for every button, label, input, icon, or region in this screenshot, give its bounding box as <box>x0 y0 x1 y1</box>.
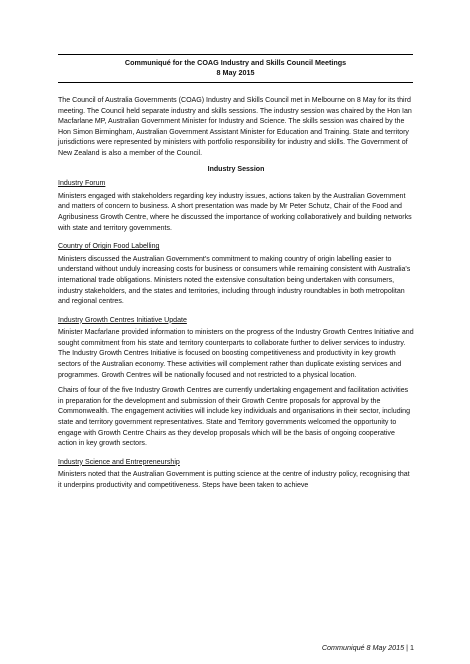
section-heading: Country of Origin Food Labelling <box>58 243 160 251</box>
section-heading: Industry Forum <box>58 180 106 188</box>
document-title: Communiqué for the COAG Industry and Skills Council Meetings <box>124 58 347 67</box>
footer-label: Communiqué 8 May 2015 <box>321 643 405 652</box>
section-paragraph: Ministers discussed the Australian Government's commitment to making country of origin labelling easier to understand without unduly increasing costs for business or consumers while remaining consistent with Australia's international trade obligations. Ministers noted the extensive consultation being undertaken with consumers, industry stakeholders, and the states and territories, including through industry roundtables in both metropolitan and regional centres. <box>58 255 411 306</box>
section-paragraph: Ministers engaged with stakeholders regarding key industry issues, actions taken by the Australian Government and matters of concern to business. A short presentation was made by Mr Peter Schutz, Chair of the Food and Agribusiness Growth Centre, where he discussed the importance of working collaboratively and building networks with state and territory governments. <box>58 192 412 232</box>
session-heading: Industry Session <box>207 165 265 173</box>
section-growth-centres <box>58 316 414 450</box>
section-heading: Industry Growth Centres Initiative Update <box>58 316 187 324</box>
section-paragraph: Chairs of four of the five Industry Growth Centres are currently undertaking engagement and facilitation activities in preparation for the development and submission of their Growth Centre proposals for approval by the Commonwealth. The engagement activities will include key individuals and organisations in their sector, including state and territory government representatives. State and Territory governments welcomed the opportunity to engage with Growth Centre Chairs as they develop proposals which will be the basis of ongoing cooperative action in key growth sectors. <box>58 387 411 448</box>
section-industry-forum <box>58 179 414 234</box>
document-body <box>58 96 414 500</box>
intro-paragraph: The Council of Australia Governments (COAG) Industry and Skills Council met in Melbourne on 8 May for its third meeting. The Council held separate industry and skills sessions. The industry session was chaired by the Hon Ian Macfarlane MP, Australian Government Minister for Industry and Science. The skills session was chaired by the Hon Simon Birmingham, Australian Government Assistant Minister for Education and Training. State and territory jurisdictions were represented by ministers with portfolio responsibility for industry and skills. The Government of New Zealand is also a member of the Council. <box>58 97 412 157</box>
section-country-of-origin <box>58 242 414 308</box>
document-date: 8 May 2015 <box>216 68 255 77</box>
section-heading: Industry Science and Entrepreneurship <box>58 458 180 466</box>
page-number: 1 <box>410 643 414 652</box>
section-paragraph: Minister Macfarlane provided information to ministers on the progress of the Industry Growth Centres Initiative and sought commitment from his state and territory counterparts to collaborate further to deliver services to industry. The Industry Growth Centres Initiative is focused on boosting competitiveness and productivity in key growth sectors of the Australian economy. These activities will complement rather than duplicate existing services and programmes. Growth Centres will be nationally focused and not restricted to a physical location. <box>58 329 414 379</box>
footer-separator: | <box>406 643 408 652</box>
section-paragraph: Ministers noted that the Australian Government is putting science at the centre of industry policy, recognising that it underpins productivity and competitiveness. Steps have been taken to achieve <box>58 471 410 489</box>
page-footer <box>322 643 414 652</box>
title-block <box>58 54 413 83</box>
section-science-entrepreneurship <box>58 458 414 492</box>
